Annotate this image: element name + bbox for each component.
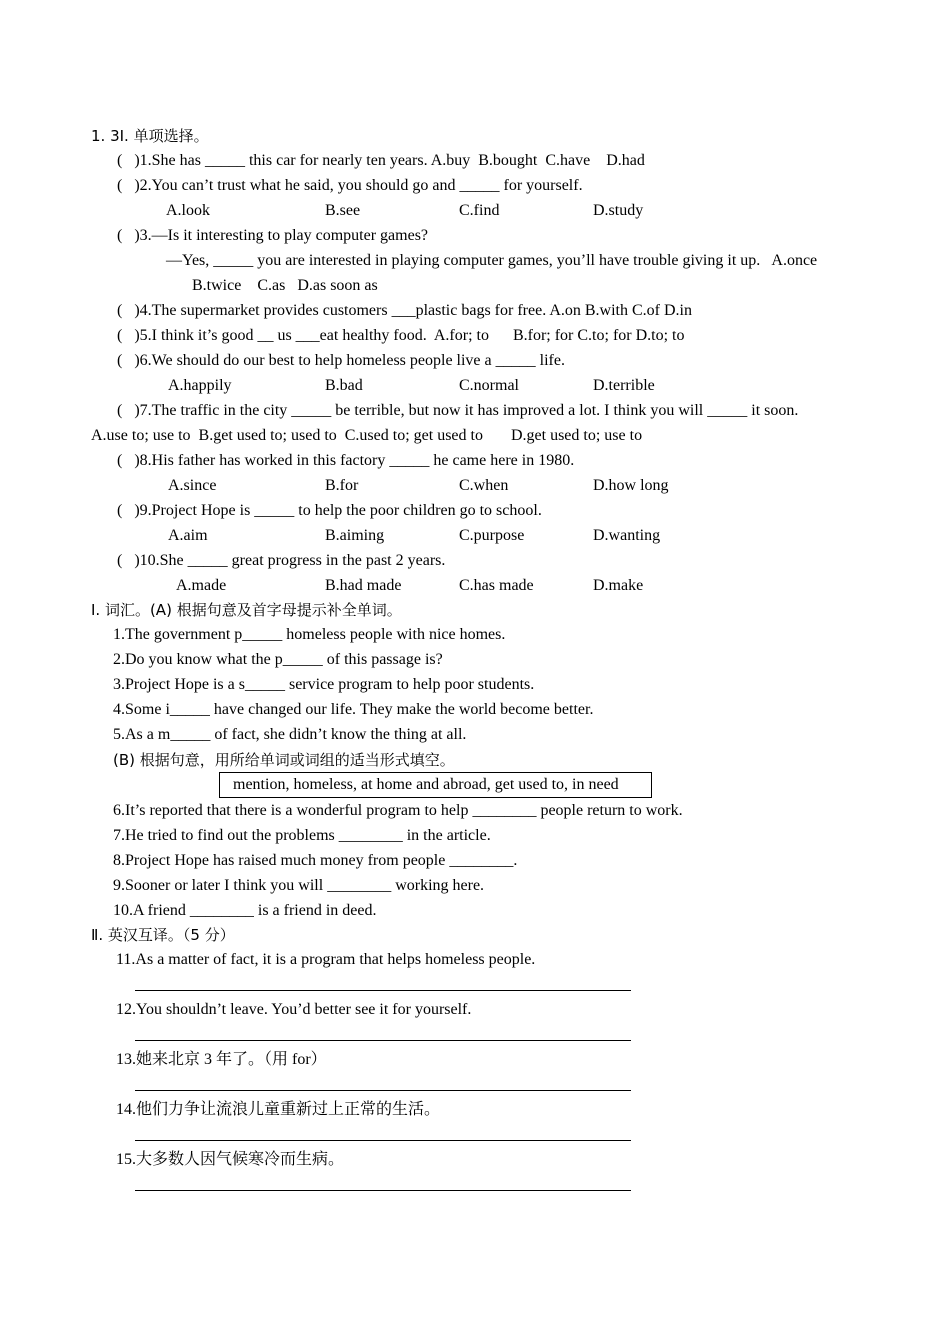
translate-item-11: 11.As a matter of fact, it is a program that helps homeless people. [116, 951, 536, 968]
q2-option-a: A.look [166, 202, 210, 219]
question-8: ( )8.His father has worked in this factory _____ he came here in 1980. [117, 452, 575, 469]
translate-item-12: 12.You shouldn’t leave. You’d better see it for yourself. [116, 1001, 472, 1018]
q6-option-a: A.happily [168, 377, 232, 394]
question-3-line-2: —Yes, _____ you are interested in playing computer games, you’ll have trouble giving it up. A.once [166, 252, 818, 269]
part-b-instruction: (B) 根据句意，用所给单词或词组的适当形式填空。 [113, 751, 455, 769]
question-7: ( )7.The traffic in the city _____ be terrible, but now it has improved a lot. I think you will _____ it soon. [117, 402, 799, 419]
word-bank-text: mention, homeless, at home and abroad, get used to, in need [233, 776, 619, 793]
translate-item-13: 13.她来北京 3 年了。（用 for） [116, 1051, 327, 1068]
question-4: ( )4.The supermarket provides customers ___plastic bags for free. A.on B.with C.of D.in [117, 302, 692, 319]
question-9: ( )9.Project Hope is _____ to help the poor children go to school. [117, 502, 542, 519]
vocab-item-5: 5.As a m_____ of fact, she didn’t know the thing at all. [113, 726, 467, 743]
q8-option-a: A.since [168, 477, 217, 494]
question-3-line-3: B.twice C.as D.as soon as [192, 277, 378, 294]
section-3-title: Ⅱ. 英汉互译。（5 分） [91, 926, 235, 944]
q9-option-d: D.wanting [593, 527, 661, 544]
vocab-item-4: 4.Some i_____ have changed our life. They make the world become better. [113, 701, 594, 718]
q10-option-c: C.has made [459, 577, 534, 594]
question-2: ( )2.You can’t trust what he said, you should go and _____ for yourself. [117, 177, 583, 194]
translate-item-15: 15.大多数人因气候寒冷而生病。 [116, 1151, 345, 1168]
fill-item-7: 7.He tried to find out the problems ________ in the article. [113, 827, 491, 844]
question-1: ( )1.She has _____ this car for nearly ten years. A.buy B.bought C.have D.had [117, 152, 645, 169]
q2-option-c: C.find [459, 202, 500, 219]
section-2-title: Ⅰ. 词汇。(A) 根据句意及首字母提示补全单词。 [91, 601, 402, 619]
question-3: ( )3.—Is it interesting to play computer games? [117, 227, 429, 244]
answer-line-11[interactable] [135, 990, 631, 991]
vocab-item-2: 2.Do you know what the p_____ of this passage is? [113, 651, 443, 668]
fill-item-9: 9.Sooner or later I think you will ________ working here. [113, 877, 485, 894]
q8-option-c: C.when [459, 477, 509, 494]
question-10: ( )10.She _____ great progress in the past 2 years. [117, 552, 446, 569]
q8-option-d: D.how long [593, 477, 669, 494]
q10-option-b: B.had made [325, 577, 402, 594]
q10-option-a: A.made [176, 577, 227, 594]
q7-options: A.use to; use to B.get used to; used to C.used to; get used to D.get used to; use to [91, 427, 643, 444]
answer-line-15[interactable] [135, 1190, 631, 1191]
vocab-item-1: 1.The government p_____ homeless people with nice homes. [113, 626, 506, 643]
question-5: ( )5.I think it’s good __ us ___eat healthy food. A.for; to B.for; for C.to; for D.to; to [117, 327, 685, 344]
q9-option-c: C.purpose [459, 527, 525, 544]
fill-item-6: 6.It’s reported that there is a wonderful program to help ________ people return to work. [113, 802, 683, 819]
vocab-item-3: 3.Project Hope is a s_____ service program to help poor students. [113, 676, 535, 693]
q10-option-d: D.make [593, 577, 644, 594]
q9-option-a: A.aim [168, 527, 208, 544]
q9-option-b: B.aiming [325, 527, 385, 544]
translate-item-14: 14.他们力争让流浪儿童重新过上正常的生活。 [116, 1101, 441, 1118]
fill-item-8: 8.Project Hope has raised much money from people ________. [113, 852, 518, 869]
question-6: ( )6.We should do our best to help homeless people live a _____ life. [117, 352, 565, 369]
q2-option-d: D.study [593, 202, 644, 219]
q2-option-b: B.see [325, 202, 361, 219]
answer-line-12[interactable] [135, 1040, 631, 1041]
answer-line-13[interactable] [135, 1090, 631, 1091]
section-1-title: 1. 3Ⅰ. 单项选择。 [91, 127, 209, 145]
q6-option-d: D.terrible [593, 377, 655, 394]
q6-option-b: B.bad [325, 377, 363, 394]
fill-item-10: 10.A friend ________ is a friend in deed. [113, 902, 377, 919]
q6-option-c: C.normal [459, 377, 519, 394]
answer-line-14[interactable] [135, 1140, 631, 1141]
q8-option-b: B.for [325, 477, 359, 494]
